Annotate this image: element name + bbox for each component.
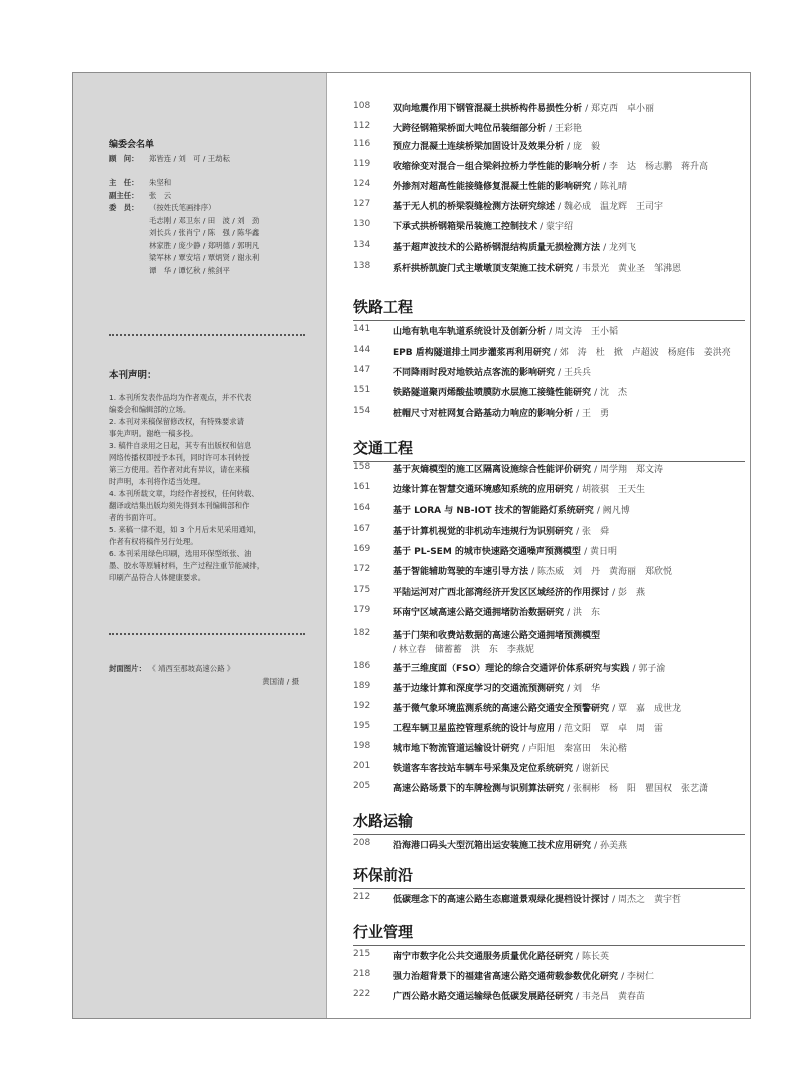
article-authors: / 龙列飞: [603, 243, 637, 253]
notice-line: 4. 本刊所载文章，均经作者授权，任何转载、: [109, 489, 259, 498]
article-authors: / 郭子渝: [632, 664, 666, 674]
notice-line: 编委会和编辑部的立场。: [109, 405, 191, 414]
member-line: 毛志刚 / 邓卫东 / 田 波 / 刘 劲: [149, 215, 260, 225]
article-authors: / 李树仁: [621, 972, 655, 982]
article-authors: / 周杰之 黄宇哲: [612, 895, 682, 905]
article-authors: / 沈 杰: [594, 388, 628, 398]
article-authors: / 庞 毅: [567, 142, 601, 152]
article-title: [393, 838, 627, 851]
article-authors: / 卢阳旭 秦富田 朱沁楷: [522, 744, 628, 754]
article-title-text: 基于智能辅助驾驶的车速引导方法: [393, 567, 529, 577]
notice-line: 3. 稿件自录用之日起，其专有出版权和信息: [109, 441, 252, 450]
article-title-text: 基于三维度面（FSO）理论的综合交通评价体系研究与实践: [393, 664, 630, 674]
page-number: 208: [353, 838, 371, 848]
article-title-text: 基于门架和收费站数据的高速公路交通拥堵预测模型: [393, 631, 601, 641]
page-number: 154: [353, 406, 371, 416]
article-title-text: 强力治超背景下的福建省高速公路交通荷载参数优化研究: [393, 972, 619, 982]
article-authors: / 刘 华: [567, 684, 601, 694]
article-title: [393, 139, 600, 152]
cover-photographer: 黄国清 / 摄: [262, 677, 299, 686]
article-title: [393, 524, 609, 537]
article-authors: / 陈长英: [576, 952, 610, 962]
article-authors: / 孙美燕: [594, 841, 628, 851]
article-authors: / 黄日明: [584, 547, 617, 557]
article-title-text: 桩帽尺寸对桩网复合路基动力响应的影响分析: [393, 409, 574, 419]
article-title-text: 基于微气象环境监测系统的高速公路交通安全预警研究: [393, 704, 610, 714]
page-number: 169: [353, 544, 371, 554]
page-number: 218: [353, 969, 371, 979]
article-title: [393, 365, 591, 378]
article-title: [393, 892, 681, 905]
page-number: 164: [353, 503, 371, 513]
member-line: 刘长兵 / 张肖宁 / 陈 强 / 陈华鑫: [149, 228, 260, 237]
advisors-row: [109, 153, 309, 166]
article-authors: / 张桐彬 杨 阳 瞿国权 张艺潇: [567, 784, 709, 794]
article-title: [393, 482, 645, 495]
notice-line: 时声明，本刊将作适当处理。: [109, 477, 206, 486]
notice-line: 2. 本刊对来稿保留修改权，有特殊要求请: [109, 417, 245, 426]
page-number: 205: [353, 781, 371, 791]
article-title-text: 基于 LORA 与 NB-IOT 技术的智能路灯系统研究: [393, 506, 594, 516]
article-title: [393, 741, 627, 754]
notice-line: 1. 本刊所发表作品均为作者观点，并不代表: [109, 393, 252, 402]
article-authors: / 陈礼晴: [594, 182, 628, 192]
page-number: 182: [353, 628, 371, 638]
article-title: [393, 681, 600, 694]
article-title: [393, 949, 609, 962]
article-authors: / 郊 涛 杜 掀 卢超波 杨庭伟 姜洪亮: [553, 348, 731, 358]
director-label: 主 任：: [109, 178, 139, 187]
article-authors: / 王兵兵: [558, 368, 592, 378]
dotted-divider: [109, 633, 305, 635]
article-title: [393, 969, 654, 982]
article-title: [393, 661, 665, 674]
page-number: 189: [353, 681, 371, 691]
notice-line: 者的书面许可。: [109, 513, 161, 522]
left-sidebar-panel: [73, 73, 327, 1018]
article-authors: / 郑克西 卓小丽: [585, 104, 655, 114]
advisors-names: 郑皆连 / 刘 可 / 王劫耘: [149, 153, 230, 163]
article-title: [393, 721, 663, 734]
article-title-text: 收缩徐变对混合－组合梁斜拉桥力学性能的影响分析: [393, 162, 601, 172]
article-title-text: 双向地震作用下钢管混凝土拱桥构件易损性分析: [393, 104, 583, 114]
page-frame: [72, 72, 751, 1019]
article-title-text: 下承式拱桥钢箱梁吊装施工控制技术: [393, 222, 538, 232]
section-rule: [353, 945, 745, 946]
member-line: 梁军林 / 覃安培 / 覃炳贤 / 谢永利: [149, 253, 260, 262]
article-authors: / 林立春 储蓄蓄 洪 东 李燕妮: [393, 645, 534, 655]
article-title-text: 广西公路水路交通运输绿色低碳发展路径研究: [393, 992, 574, 1002]
article-title-text: 工程车辆卫星监控管理系统的设计与应用: [393, 724, 556, 734]
article-title-text: 基于边缘计算和深度学习的交通流预测研究: [393, 684, 565, 694]
director-row: [109, 177, 309, 190]
article-title-text: 不同降雨时段对地铁站点客流的影响研究: [393, 368, 556, 378]
article-authors: / 韦景光 黄业圣 邹沸恩: [576, 264, 682, 274]
page-number: 215: [353, 949, 371, 959]
article-authors: / 阙凡博: [596, 506, 630, 516]
article-authors: / 王 勇: [576, 409, 610, 419]
notice-line: 网络传播权即授予本刊，同时许可本刊转授: [109, 453, 250, 462]
article-title: [393, 261, 681, 274]
page-number: 112: [353, 121, 371, 131]
article-authors: / 范文阳 覃 卓 周 雷: [558, 724, 664, 734]
article-title: [393, 219, 573, 232]
article-title: [393, 544, 617, 557]
article-title-text: EPB 盾构隧道排土同步灌浆再利用研究: [393, 348, 551, 358]
notice-line: 墨、胶水等原辅材料，生产过程注重节能减排，: [109, 561, 265, 570]
article-title: [393, 989, 645, 1002]
page-number: 175: [353, 585, 371, 595]
article-title-text: 高速公路场景下的车牌检测与识别算法研究: [393, 784, 565, 794]
article-title-text: 外掺剂对超高性能接缝修复混凝土性能的影响研究: [393, 182, 592, 192]
article-title-text: 基于计算机视觉的非机动车违规行为识别研究: [393, 527, 574, 537]
article-title-text: 基于超声波技术的公路桥钢混结构质量无损检测方法: [393, 243, 601, 253]
page-number: 130: [353, 219, 371, 229]
vice-director-row: [109, 190, 309, 203]
article-title-text: 环南宁区域高速公路交通拥堵防治数据研究: [393, 608, 565, 618]
article-authors: / 李 达 杨志鹏 蒋升高: [603, 162, 709, 172]
article-title: [393, 761, 609, 774]
article-title-text: 基于无人机的桥梁裂缝检测方法研究综述: [393, 202, 556, 212]
notice-line: 6. 本刊采用绿色印刷，选用环保型纸张、油: [109, 549, 252, 558]
article-authors: / 蒙宇绍: [540, 222, 574, 232]
article-title: [393, 159, 708, 172]
editorial-committee: [109, 139, 309, 277]
article-title-text: 基于灰熵模型的施工区隔离设施综合性能评价研究: [393, 465, 592, 475]
article-title: [393, 564, 672, 577]
notice-line: 印刷产品符合人体健康要求。: [109, 573, 206, 582]
article-title-text: 系杆拱桥凯旋门式主墩墩顶支架施工技术研究: [393, 264, 574, 274]
members-label: 委 员：: [109, 203, 139, 212]
article-title-text: 山地有轨电车轨道系统设计及创新分析: [393, 327, 547, 337]
article-title: [393, 179, 627, 192]
article-authors: / 谢新民: [576, 764, 610, 774]
notice-title: 本刊声明：: [109, 370, 157, 381]
article-title: [393, 462, 663, 475]
dotted-divider: [109, 334, 305, 336]
article-authors: / 彭 燕: [612, 588, 646, 598]
page-number: 222: [353, 989, 371, 999]
article-authors: / 胡筱骐 王天生: [576, 485, 646, 495]
article-authors: / 王彩艳: [549, 124, 583, 134]
notice-line: 作者有权将稿件另行处理。: [109, 537, 198, 546]
page-number: 195: [353, 721, 371, 731]
article-title: [393, 701, 681, 714]
page-number: 147: [353, 365, 371, 375]
members-note: （按姓氏笔画排序）: [149, 203, 216, 212]
section-rule: [353, 320, 745, 321]
page-number: 141: [353, 324, 371, 334]
vice-director-name: 张 云: [149, 190, 172, 200]
page-number: 161: [353, 482, 371, 492]
page-number: 134: [353, 240, 371, 250]
cover-line: [109, 662, 299, 675]
article-title: [393, 406, 609, 419]
article-title: [393, 503, 630, 516]
article-title-text: 边缘计算在智慧交通环境感知系统的应用研究: [393, 485, 574, 495]
article-title: [393, 101, 654, 114]
section-heading: 环保前沿: [353, 866, 414, 884]
article-authors: / 陈杰威 刘 丹 黄海丽 郑欣悦: [531, 567, 673, 577]
article-title-text: 南宁市数字化公共交通服务质量优化路径研究: [393, 952, 574, 962]
page-number: 198: [353, 741, 371, 751]
member-line: 谭 华 / 谭忆秋 / 熊剑平: [149, 265, 230, 275]
cover-label: 封面图片：: [109, 664, 146, 673]
section-rule: [353, 834, 745, 835]
section-heading: 交通工程: [353, 439, 414, 457]
page-number: 124: [353, 179, 371, 189]
page-number: 158: [353, 462, 371, 472]
article-authors: / 覃 嘉 成世龙: [612, 704, 682, 714]
advisors-label: 顾 问：: [109, 153, 139, 163]
notice-line: 第三方使用。若作者对此有异议，请在来稿: [109, 465, 250, 474]
article-title-text: 铁路隧道聚丙烯酸盐喷膜防水层施工接缝性能研究: [393, 388, 592, 398]
article-title: [393, 324, 618, 337]
article-authors: / 周文涛 王小韬: [549, 327, 619, 337]
article-title: [393, 240, 636, 253]
article-title-text: 城市地下物流管道运输设计研究: [393, 744, 520, 754]
page-number: 108: [353, 101, 371, 111]
article-title-text: 大跨径钢箱梁桥面大吨位吊装细部分析: [393, 124, 547, 134]
article-title-text: 平陆运河对广西北部湾经济开发区区域经济的作用探讨: [393, 588, 610, 598]
section-heading: 行业管理: [353, 923, 414, 941]
cover-caption: [109, 662, 299, 688]
member-line: 林家胜 / 庞少静 / 郑明德 / 郭明凡: [149, 240, 260, 250]
director-name: 朱坚和: [149, 178, 172, 187]
article-title: [393, 121, 582, 134]
notice-line: 翻译或结集出版均须先得到本刊编辑部和作: [109, 501, 250, 510]
article-title-text: 沿海港口码头大型沉箱出运安装施工技术应用研究: [393, 841, 592, 851]
section-rule: [353, 888, 745, 889]
page-number: 116: [353, 139, 371, 149]
article-authors: / 张 舜: [576, 527, 610, 537]
notice-line: 5. 来稿一律不退，如 3 个月后未见采用通知，: [109, 525, 261, 534]
journal-notice: [109, 370, 299, 584]
page-number: 138: [353, 261, 371, 271]
page-number: 151: [353, 385, 371, 395]
page-number: 144: [353, 345, 371, 355]
page-number: 212: [353, 892, 371, 902]
vice-director-label: 副主任：: [109, 190, 139, 200]
cover-title: 《 靖西至那坡高速公路 》: [148, 664, 235, 673]
committee-title: 编委会名单: [109, 140, 155, 150]
article-title-text: 基于 PL-SEM 的城市快速路交通噪声预测模型: [393, 547, 581, 557]
page-number: 167: [353, 524, 371, 534]
article-authors: / 魏必成 温龙辉 王司宇: [558, 202, 664, 212]
article-title-text: 铁道客车客技站车辆车号采集及定位系统研究: [393, 764, 574, 774]
page-number: 201: [353, 761, 371, 771]
article-title: [393, 199, 663, 212]
article-title-text: 低碳理念下的高速公路生态廊道景观绿化提档设计探讨: [393, 895, 610, 905]
page-number: 192: [353, 701, 371, 711]
article-title-text: 预应力混凝土连续桥梁加固设计及效果分析: [393, 142, 565, 152]
section-heading: 铁路工程: [353, 298, 414, 316]
article-title: [393, 628, 600, 641]
page-number: 127: [353, 199, 371, 209]
article-title: [393, 385, 627, 398]
article-title: [393, 781, 708, 794]
page-number: 119: [353, 159, 371, 169]
article-title: [393, 605, 600, 618]
article-authors: / 韦尧昌 黄春苗: [576, 992, 646, 1002]
members-row: [109, 202, 309, 215]
page-number: 186: [353, 661, 371, 671]
notice-line: 事先声明。谢绝一稿多投。: [109, 429, 198, 438]
article-authors: / 周学翔 郑文涛: [594, 465, 664, 475]
section-heading: 水路运输: [353, 812, 414, 830]
page-number: 179: [353, 605, 371, 615]
article-title: [393, 345, 731, 358]
article-authors: / 洪 东: [567, 608, 601, 618]
article-title: [393, 585, 645, 598]
page-number: 172: [353, 564, 371, 574]
